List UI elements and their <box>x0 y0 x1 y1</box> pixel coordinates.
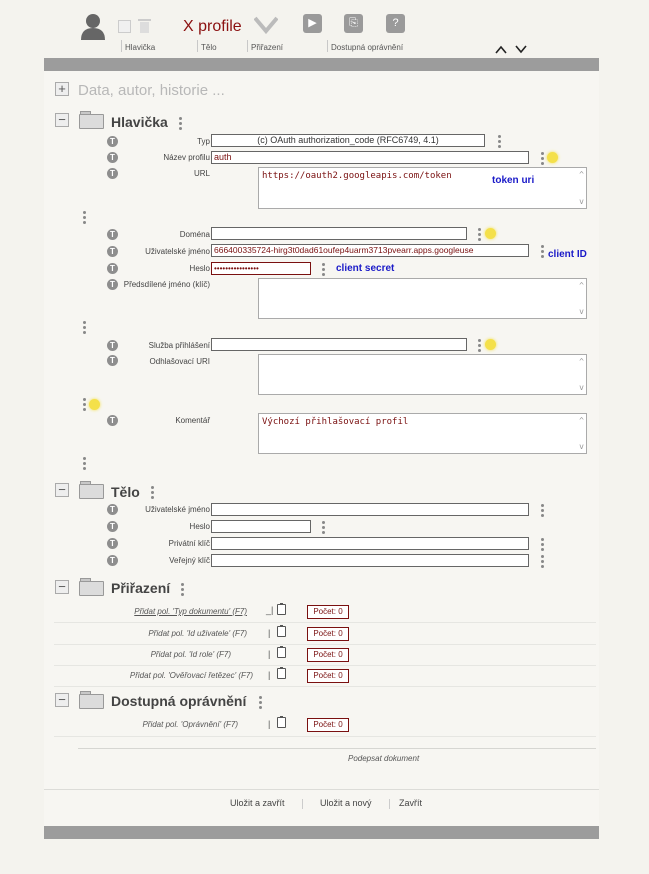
clipboard-icon[interactable] <box>277 717 286 728</box>
bottom-bar <box>44 826 599 839</box>
text-type-icon: T <box>107 229 118 240</box>
nav-up-icon[interactable] <box>495 45 507 54</box>
telo-verejny-label: Veřejný klíč <box>169 556 210 565</box>
kebab-icon[interactable] <box>322 521 325 534</box>
kebab-icon[interactable] <box>478 228 481 241</box>
text-type-icon: T <box>107 279 118 290</box>
odhlasovaci-field[interactable] <box>258 354 587 395</box>
uzivatel-label: Uživatelské jméno <box>145 247 210 256</box>
odhlasovaci-label: Odhlašovací URI <box>149 357 210 366</box>
kebab-icon[interactable] <box>478 339 481 352</box>
typ-label: Typ <box>197 137 210 146</box>
komentar-value: Výchozí přihlašovací profil <box>262 417 409 427</box>
user-icon[interactable] <box>80 13 106 40</box>
telo-heslo-label: Heslo <box>189 522 210 531</box>
kebab-icon[interactable] <box>83 211 86 224</box>
sluzba-field[interactable] <box>211 338 467 351</box>
kebab-icon[interactable] <box>541 538 544 551</box>
telo-uzivatel-label: Uživatelské jméno <box>145 505 210 514</box>
text-type-icon: T <box>107 555 118 566</box>
count-overovaci-retezec[interactable]: Počet: 0 <box>307 669 349 683</box>
text-type-icon: T <box>107 415 118 426</box>
telo-uzivatel-field[interactable] <box>211 503 529 516</box>
bulb-icon[interactable] <box>485 228 496 239</box>
heslo-field[interactable]: •••••••••••••••• <box>211 262 311 275</box>
nazev-field[interactable]: auth <box>211 151 529 164</box>
nav-down-icon[interactable] <box>515 45 527 54</box>
text-type-icon: T <box>107 340 118 351</box>
predsdilene-field[interactable] <box>258 278 587 319</box>
uzivatel-field[interactable]: 666400335724-hirg3t0dad61oufep4uarm3713pvearr.apps.googleuse <box>211 244 529 257</box>
predsdilene-label: Předsdílené jméno (klíč) <box>123 280 210 289</box>
minus-icon[interactable]: − <box>55 483 69 497</box>
telo-privatni-field[interactable] <box>211 537 529 550</box>
clipboard-icon[interactable] <box>277 647 286 658</box>
bulb-icon[interactable] <box>547 152 558 163</box>
count-id-role[interactable]: Počet: 0 <box>307 648 349 662</box>
insert-marker: | <box>268 649 271 659</box>
telo-privatni-label: Privátní klíč <box>168 539 210 548</box>
scroll-down-icon[interactable]: v <box>579 383 584 392</box>
scroll-down-icon[interactable]: v <box>579 442 584 451</box>
folder-icon <box>79 691 103 708</box>
text-type-icon: T <box>107 521 118 532</box>
kebab-icon[interactable] <box>181 583 184 596</box>
komentar-label: Komentář <box>175 416 210 425</box>
save-close-button[interactable]: Uložit a zavřít <box>230 798 285 808</box>
save-new-button[interactable]: Uložit a nový <box>320 798 372 808</box>
typ-field[interactable]: (c) OAuth authorization_code (RFC6749, 4.1) <box>211 134 485 147</box>
count-opravneni[interactable]: Počet: 0 <box>307 718 349 732</box>
footer-separator <box>44 789 599 790</box>
scroll-down-icon[interactable]: v <box>579 307 584 316</box>
scroll-up-icon[interactable]: ^ <box>579 357 584 366</box>
clipboard-icon[interactable] <box>277 668 286 679</box>
scroll-up-icon[interactable]: ^ <box>579 281 584 290</box>
url-field[interactable] <box>258 167 587 209</box>
url-label: URL <box>193 169 210 178</box>
count-typ-dokumentu[interactable]: Počet: 0 <box>307 605 349 619</box>
section-prirazeni-title: Přiřazení <box>111 580 171 596</box>
kebab-icon[interactable] <box>83 398 86 411</box>
note-token-uri: token uri <box>492 175 535 186</box>
section-opravneni-title: Dostupná oprávnění <box>111 693 247 709</box>
text-type-icon: T <box>107 263 118 274</box>
komentar-field[interactable] <box>258 413 587 454</box>
page-title: X profile <box>183 18 242 35</box>
text-type-icon: T <box>107 538 118 549</box>
telo-heslo-field[interactable] <box>211 520 311 533</box>
insert-marker: | <box>268 670 271 680</box>
domena-label: Doména <box>179 230 210 239</box>
export-icon[interactable]: ⎘ <box>344 14 363 33</box>
minus-icon[interactable]: − <box>55 113 69 127</box>
add-opravneni-link[interactable]: Přidat pol. 'Oprávnění' (F7) <box>142 720 238 729</box>
plus-icon[interactable]: + <box>55 82 69 96</box>
domena-field[interactable] <box>211 227 467 240</box>
kebab-icon[interactable] <box>179 117 182 130</box>
text-type-icon: T <box>107 152 118 163</box>
info-row-label[interactable]: Data, autor, historie ... <box>78 82 225 99</box>
kebab-icon[interactable] <box>541 504 544 517</box>
clipboard-icon[interactable] <box>277 626 286 637</box>
chevron-down-icon[interactable] <box>254 16 278 34</box>
text-type-icon: T <box>107 136 118 147</box>
scroll-up-icon[interactable]: ^ <box>579 416 584 425</box>
folder-icon <box>79 111 103 128</box>
kebab-icon[interactable] <box>541 152 544 165</box>
trash-icon[interactable] <box>138 18 151 33</box>
checkbox-icon[interactable] <box>118 20 131 33</box>
help-icon[interactable]: ? <box>386 14 405 33</box>
nazev-label: Název profilu <box>163 153 210 162</box>
insert-marker: | <box>268 719 271 729</box>
sign-document-link[interactable]: Podepsat dokument <box>348 754 420 763</box>
podepsat-separator <box>78 748 596 749</box>
folder-icon <box>79 481 103 498</box>
text-type-icon: T <box>107 168 118 179</box>
note-client-id: client ID <box>548 249 587 260</box>
insert-marker: _| <box>266 605 274 615</box>
text-type-icon: T <box>107 355 118 366</box>
bulb-icon[interactable] <box>485 339 496 350</box>
minus-icon[interactable]: − <box>55 693 69 707</box>
tab-prirazeni[interactable]: Přiřazení <box>251 43 284 52</box>
sluzba-label: Služba přihlášení <box>148 341 210 350</box>
note-client-secret: client secret <box>336 263 395 274</box>
kebab-icon[interactable] <box>83 321 86 334</box>
add-typ-dokumentu-link[interactable]: Přidat pol. 'Typ dokumentu' (F7) <box>134 607 247 616</box>
kebab-icon[interactable] <box>541 245 544 258</box>
kebab-icon[interactable] <box>151 486 154 499</box>
text-type-icon: T <box>107 504 118 515</box>
tab-hlavicka[interactable]: Hlavička <box>125 43 156 52</box>
kebab-icon[interactable] <box>541 555 544 568</box>
url-value: https://oauth2.googleapis.com/token <box>262 171 452 181</box>
bulb-icon[interactable] <box>89 399 100 410</box>
scroll-down-icon[interactable]: v <box>579 197 584 206</box>
top-bar <box>44 58 599 71</box>
tab-opravneni[interactable]: Dostupná oprávnění <box>331 43 404 52</box>
section-hlavicka-title: Hlavička <box>111 114 168 130</box>
scroll-up-icon[interactable]: ^ <box>579 170 584 179</box>
section-telo-title: Tělo <box>111 484 140 500</box>
play-icon[interactable]: ▶ <box>303 14 322 33</box>
kebab-icon[interactable] <box>498 135 501 148</box>
tab-telo[interactable]: Tělo <box>201 43 217 52</box>
text-type-icon: T <box>107 246 118 257</box>
kebab-icon[interactable] <box>322 263 325 276</box>
kebab-icon[interactable] <box>83 457 86 470</box>
telo-verejny-field[interactable] <box>211 554 529 567</box>
add-id-role-link[interactable]: Přidat pol. 'Id role' (F7) <box>150 650 231 659</box>
heslo-label: Heslo <box>189 264 210 273</box>
kebab-icon[interactable] <box>259 696 262 709</box>
add-id-uzivatele-link[interactable]: Přidat pol. 'Id uživatele' (F7) <box>148 629 247 638</box>
add-overovaci-retezec-link[interactable]: Přidat pol. 'Ověřovací řetězec' (F7) <box>129 671 253 680</box>
minus-icon[interactable]: − <box>55 580 69 594</box>
clipboard-icon[interactable] <box>277 604 286 615</box>
close-button[interactable]: Zavřít <box>399 798 423 808</box>
count-id-uzivatele[interactable]: Počet: 0 <box>307 627 349 641</box>
folder-icon <box>79 578 103 595</box>
insert-marker: | <box>268 628 271 638</box>
